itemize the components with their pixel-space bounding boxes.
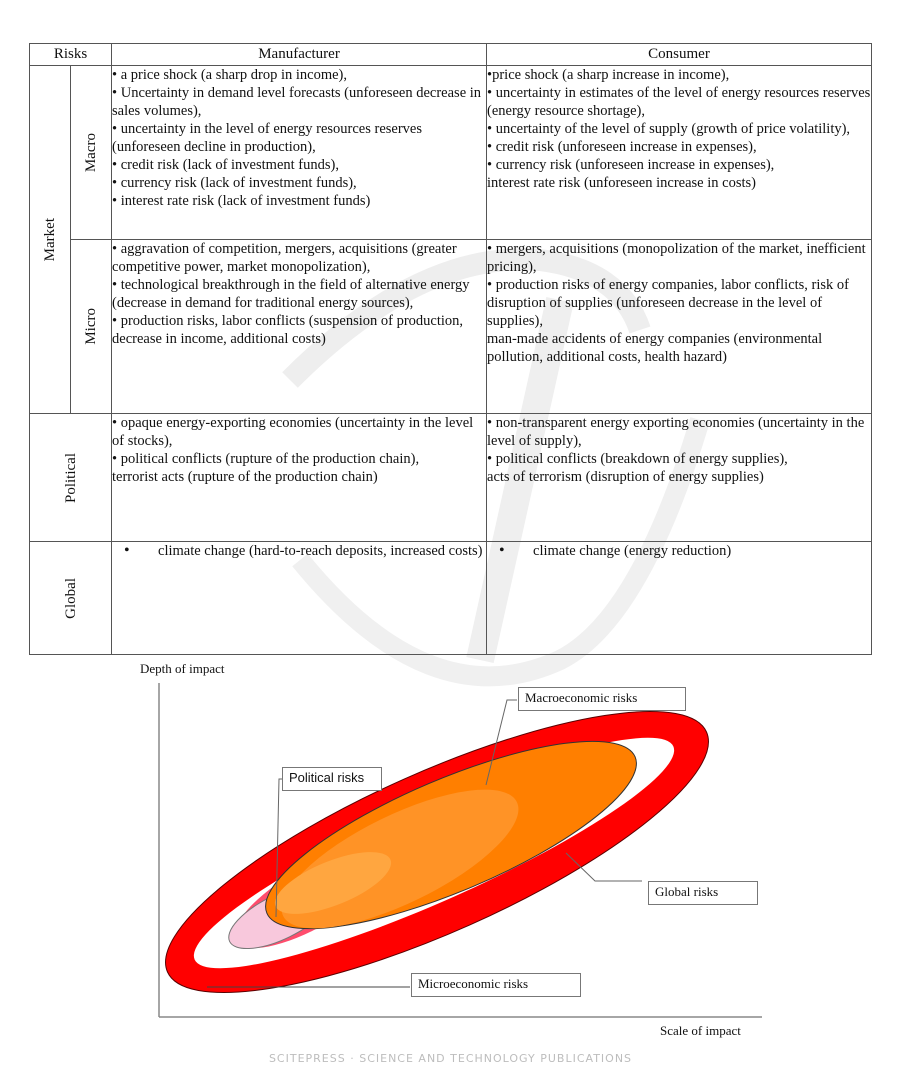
list-item: •price shock (a sharp increase in income), xyxy=(487,67,730,83)
cell-macro-manufacturer xyxy=(112,66,487,240)
header-risks: Risks xyxy=(30,44,112,66)
group-political xyxy=(30,414,112,542)
list-item: • credit risk (unforeseen increase in expenses), xyxy=(487,139,757,155)
y-axis-label: Depth of impact xyxy=(140,661,225,676)
list-item: • Uncertainty in demand level forecasts (unforeseen decrease in sales volumes), xyxy=(112,85,482,119)
list-item: • production risks of energy companies, labor conflicts, risk of disruption of supplies (unforeseen decrease in the level of supplies), xyxy=(487,277,850,329)
header-consumer: Consumer xyxy=(487,44,872,66)
table-row-global xyxy=(30,542,872,655)
risk-impact-diagram xyxy=(0,655,901,1071)
watermark-sub-text: SCIENCE AND TECHNOLOGY PUBLICATIONS xyxy=(359,1052,633,1065)
diagram-canvas xyxy=(0,655,901,1071)
list-item: • climate change (hard-to-reach deposits, increased costs) xyxy=(124,542,486,560)
cell-political-manufacturer xyxy=(112,414,487,542)
list-item: • aggravation of competition, mergers, acquisitions (greater competitive power, market monopolization), xyxy=(112,241,457,275)
group-micro xyxy=(71,240,112,414)
table-header-row xyxy=(30,44,872,66)
group-global-label: Global xyxy=(62,577,79,619)
group-micro-label: Micro xyxy=(83,308,99,345)
table-row-micro xyxy=(30,240,872,414)
list-item: • credit risk (lack of investment funds), xyxy=(112,157,339,173)
header-manufacturer: Manufacturer xyxy=(112,44,487,66)
list-item: interest rate risk (unforeseen increase in costs) xyxy=(487,175,756,191)
list-item: • mergers, acquisitions (monopolization of the market, inefficient pricing), xyxy=(487,241,866,275)
group-political-label: Political xyxy=(62,452,79,503)
label-global-risks: Global risks xyxy=(648,881,758,905)
group-market-label: Market xyxy=(42,217,58,262)
cell-political-consumer xyxy=(487,414,872,542)
risk-table xyxy=(29,43,872,655)
list-item: • political conflicts (breakdown of energy supplies), xyxy=(487,451,788,467)
cell-global-consumer xyxy=(487,542,872,655)
bullet-list xyxy=(112,542,486,560)
list-item: • political conflicts (rupture of the production chain), xyxy=(112,451,420,467)
label-macroeconomic-risks: Macroeconomic risks xyxy=(518,687,686,711)
list-item: • climate change (energy reduction) xyxy=(499,542,871,560)
list-item: • interest rate risk (lack of investment funds) xyxy=(112,193,371,209)
list-item: • currency risk (lack of investment funds), xyxy=(112,175,357,191)
list-item: • production risks, labor conflicts (suspension of production, decrease in income, additional costs) xyxy=(112,313,464,347)
list-item: • uncertainty of the level of supply (growth of price volatility), xyxy=(487,121,851,137)
table-row-political xyxy=(30,414,872,542)
cell-global-manufacturer xyxy=(112,542,487,655)
list-item: • non-transparent energy exporting economies (uncertainty in the level of supply), xyxy=(487,415,865,449)
list-item: • a price shock (a sharp drop in income), xyxy=(112,67,347,83)
watermark-text: SCITEPRESS · SCIENCE AND TECHNOLOGY PUBLICATIONS xyxy=(268,1052,633,1065)
table-row-macro xyxy=(30,66,872,240)
label-political-risks: Political risks xyxy=(282,767,382,791)
group-global xyxy=(30,542,112,655)
list-item: • technological breakthrough in the field of alternative energy (decrease in demand for traditional energy sources), xyxy=(112,277,470,311)
group-macro xyxy=(71,66,112,240)
x-axis-label: Scale of impact xyxy=(660,1023,741,1038)
cell-micro-manufacturer xyxy=(112,240,487,414)
list-item: terrorist acts (rupture of the production chain) xyxy=(112,469,378,485)
label-microeconomic-risks: Microeconomic risks xyxy=(411,973,581,997)
list-item: acts of terrorism (disruption of energy supplies) xyxy=(487,469,764,485)
list-item: • uncertainty in estimates of the level of energy resources reserves (energy resource shortage), xyxy=(487,85,871,119)
list-item: • uncertainty in the level of energy resources reserves (unforeseen decline in production), xyxy=(112,121,423,155)
group-market xyxy=(30,66,71,414)
list-item: • opaque energy-exporting economies (uncertainty in the level of stocks), xyxy=(112,415,474,449)
cell-micro-consumer xyxy=(487,240,872,414)
cell-macro-consumer xyxy=(487,66,872,240)
watermark-main-text: SCITEPRESS xyxy=(268,1052,346,1065)
list-item: man-made accidents of energy companies (environmental pollution, additional costs, health hazard) xyxy=(487,331,823,365)
group-macro-label: Macro xyxy=(83,132,99,173)
list-item: • currency risk (unforeseen increase in expenses), xyxy=(487,157,775,173)
bullet-list xyxy=(487,542,871,560)
